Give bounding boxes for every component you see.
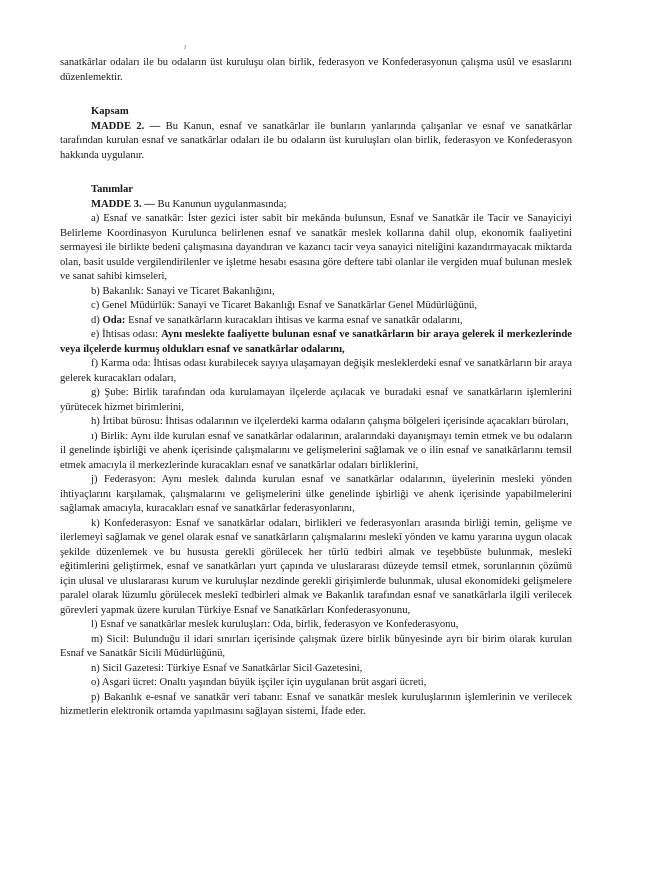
definition-c: c) Genel Müdürlük: Sanayi ve Ticaret Bakanlığı Esnaf ve Sanatkârlar Genel Müdürlüğünü, xyxy=(91,300,477,311)
madde-2-label: MADDE 2. — xyxy=(91,120,161,132)
definition-i: ı) Birlik: Aynı ilde kurulan esnaf ve sanatkârlar odalarının, aralarındaki dayanışmayı temin etmek ve bu odaların il genelinde işbirliği ve ahenk içerisinde çalışmalarını ve gelişmelerini sağlamak ve o ilin esnaf ve sanatkârlarını temsil etmek amacıyla il merkezlerinde kuracakları esnaf ve sanatkârlar odaları birliklerini, xyxy=(60,430,572,471)
madde-3-paragraph xyxy=(60,198,572,213)
definition-b: b) Bakanlık: Sanayi ve Ticaret Bakanlığını, xyxy=(91,285,275,297)
definition-l: l) Esnaf ve sanatkârlar meslek kuruluşları: Oda, birlik, federasyon ve Konfederasyonu, xyxy=(91,619,459,630)
definition-k: k) Konfederasyon: Esnaf ve sanatkârlar odaları, birlikleri ve federasyonları arasında birliği temin, gelişme ve ilerlemeyi sağlamak ve genel olarak esnaf ve sanatkârların çalışmalarını meslekî yönden ve kamu yararına uygun olacak şekilde düzenlemek ve bu hususta gerekli görülecek her türlü tedbiri almak ve teşebbüste bulunmak, meslekî eğitimlerini geliştirmek, esnaf ve sanatkârları yurt çapında ve uluslararası düzeyde temsil etmek, sorunlarının çözümü için ulusal ve uluslararası kurum ve kuruluşlar nezdinde gerekli girişimlerde bulunmak, ulusal ekonomideki gelişmelere paralel olarak lüzumlu görülecek meslekî tedbirleri almak ve Bakanlık tarafından esnaf ve sanatkârlarla ilgili verilecek görevleri yapmak üzere kurulan Türkiye Esnaf ve Sanatkârları Konfederasyonunu, xyxy=(60,517,572,616)
definition-g: g) Şube: Birlik tarafından oda kurulamayan ilçelerde açılacak ve buradaki esnaf ve sanatkârların işlemlerini yürütecek hizmet birimlerini, xyxy=(60,387,572,413)
definition-h: h) İrtibat bürosu: İhtisas odalarının ve ilçelerdeki karma odaların çalışma bölgeleri içerisinde açacakları büroları, xyxy=(91,416,569,427)
document-page xyxy=(60,56,572,720)
definition-d-text: Esnaf ve sanatkârların kuracakları ihtisas ve karma esnaf ve sanatkâr odalarını, xyxy=(125,314,463,326)
section-heading-kapsam: Kapsam xyxy=(91,106,129,117)
definition-d-prefix: d) xyxy=(91,314,103,326)
madde-2-paragraph xyxy=(60,120,572,164)
definition-f: f) Karma oda: İhtisas odası kurabilecek sayıya ulaşamayan değişik mesleklerdeki esnaf ve sanatkârların bir araya gelerek kuracakları odaları, xyxy=(60,358,572,384)
definition-e-text: Aynı meslekte faaliyette bulunan esnaf ve sanatkârların bir araya gelerek il merkezlerinde veya ilçelerde kurmuş oldukları esnaf ve sanatkârlar odalarını, xyxy=(60,329,573,355)
definition-j: j) Federasyon: Aynı meslek dalında kurulan esnaf ve sanatkârlar odalarının, üyelerinin mesleki yönden ihtiyaçlarını karşılamak, çalışmalarını ve gelişmelerini ülke genelinde işbirliği ve ahenk içerisinde yapabilmelerini sağlamak amacıyla, kuracakları esnaf ve sanatkârlar federasyonlarını, xyxy=(60,474,572,514)
definition-e xyxy=(60,328,572,357)
definition-p: p) Bakanlık e-esnaf ve sanatkâr veri tabanı: Esnaf ve sanatkâr meslek kuruluşlarının işlemlerinin ve verilecek hizmetlerin elektronik ortamda yapılmasını sağlayan sistemi, İfade eder. xyxy=(60,691,572,717)
scan-mark: ˀ xyxy=(184,44,187,54)
section-heading-tanimlar: Tanımlar xyxy=(91,184,133,195)
definition-d xyxy=(60,314,572,329)
definition-a: a) Esnaf ve sanatkâr: İster gezici ister sabit bir mekânda bulunsun, Esnaf ve Sanatkâr ile Tacir ve Sanayiciyi Belirleme Koordinasyon Kurulunca belirlenen esnaf ve sanatkâr meslek kollarına dahil olup, ekonomik faaliyetini sermayesi ile birlikte bedenî çalışmasına dayandıran ve kazancı tacir veya sanayici niteliğini kazandırmayacak miktarda olan, basit usulde vergilendirilenler ve işletme hesabı esasına göre deftere tabi olanlar ile vergiden muaf bulunan meslek ve sanat sahibi kimseleri, xyxy=(60,213,572,282)
madde-2-text: Bu Kanun, esnaf ve sanatkârlar ile bunların yanlarında çalışanlar ve esnaf ve sanatkârlar tarafından kurulan esnaf ve sanatkârlar odaları ile bu odaların üst kuruluşları olan birlik, federasyon ve Konfederasyon hakkında uygulanır. xyxy=(60,120,572,161)
definition-d-term: Oda: xyxy=(102,314,126,326)
definition-m: m) Sicil: Bulunduğu il idari sınırları içerisinde çalışmak üzere birlik bünyesinde ayrı bir birim olarak kurulan Esnaf ve Sanatkâr Sicili Müdürlüğünü, xyxy=(60,633,572,659)
madde-3-label: MADDE 3. — xyxy=(91,198,155,210)
definition-n: n) Sicil Gazetesi: Türkiye Esnaf ve Sanatkârlar Sicil Gazetesini, xyxy=(91,662,363,674)
definition-e-prefix: e) İhtisas odası: xyxy=(91,329,162,340)
definition-o: o) Asgari ücret: Onaltı yaşından büyük işçiler için uygulanan brüt asgari ücreti, xyxy=(91,677,427,688)
madde-3-text: Bu Kanunun uygulanmasında; xyxy=(154,198,287,210)
intro-paragraph: sanatkârlar odaları ile bu odaların üst kuruluşu olan birlik, federasyon ve Konfederasyonun çalışma usûl ve esaslarını düzenlemektir. xyxy=(60,57,572,83)
